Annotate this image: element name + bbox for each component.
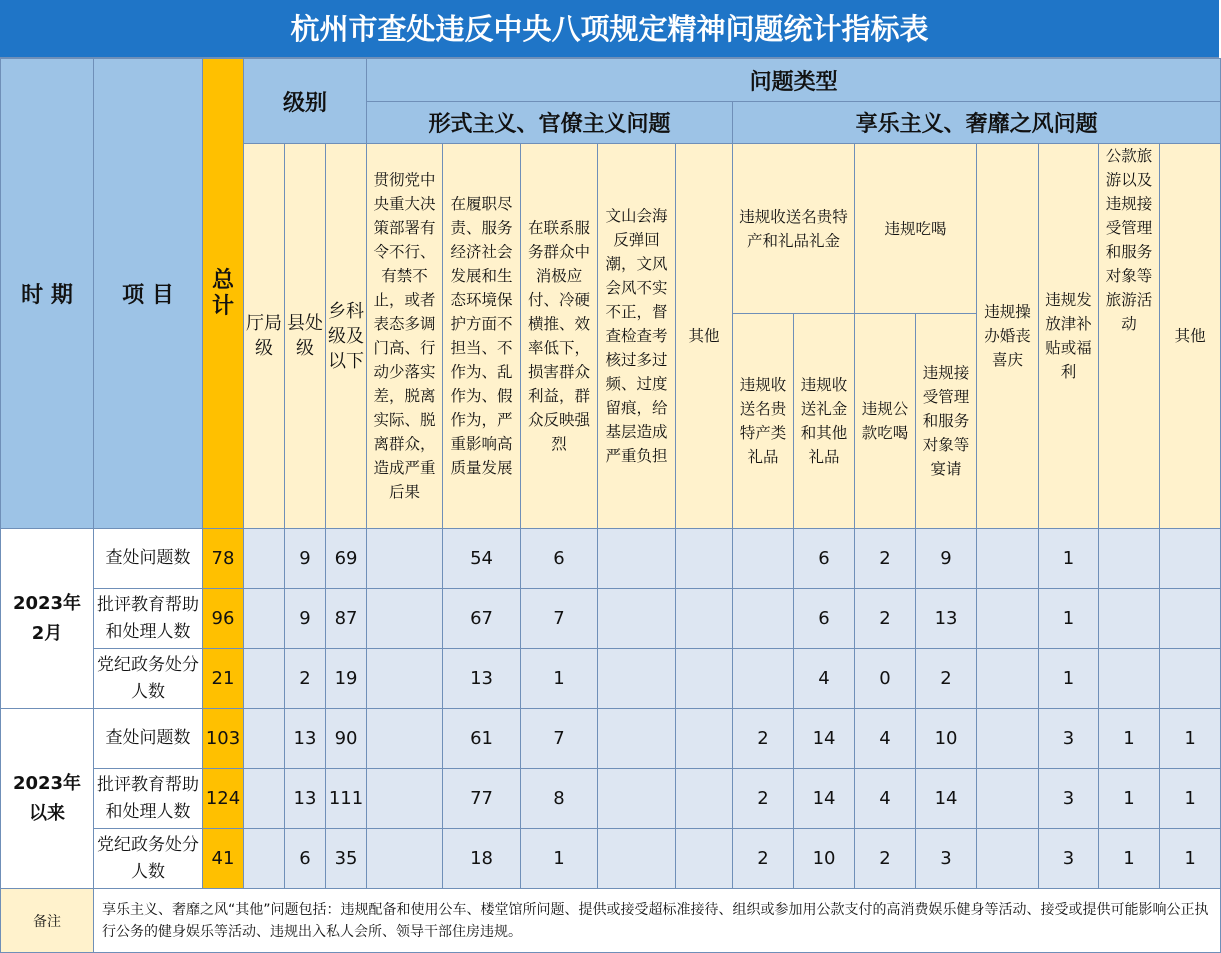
formalism-col-2: 在履职尽责、服务经济社会发展和生态环境保护方面不担当、不作为、乱作为、假作为，严重影响高质量发展 xyxy=(443,144,521,529)
note-label: 备注 xyxy=(1,889,94,953)
formalism-col-3: 在联系服务群众中消极应付、冷硬横推、效率低下，损害群众利益，群众反映强烈 xyxy=(521,144,598,529)
value-cell xyxy=(367,829,443,889)
value-cell xyxy=(676,709,733,769)
value-cell xyxy=(977,529,1039,589)
value-cell: 13 xyxy=(285,709,326,769)
value-cell: 0 xyxy=(855,649,916,709)
value-cell: 6 xyxy=(794,589,855,649)
value-cell xyxy=(598,589,676,649)
value-cell: 2 xyxy=(733,709,794,769)
table-row xyxy=(1,829,1221,889)
item-cell: 党纪政务处分人数 xyxy=(94,649,203,709)
value-cell xyxy=(733,649,794,709)
hedonism-col-wedding: 违规操办婚丧喜庆 xyxy=(977,144,1039,529)
period-cell: 2023年 以来 xyxy=(1,709,94,889)
value-cell xyxy=(676,769,733,829)
data-body xyxy=(1,529,1221,889)
value-cell: 14 xyxy=(794,769,855,829)
value-cell xyxy=(244,589,285,649)
table-row xyxy=(1,589,1221,649)
value-cell: 87 xyxy=(326,589,367,649)
gift-col-money: 违规收送礼金和其他礼品 xyxy=(794,314,855,529)
value-cell: 3 xyxy=(916,829,977,889)
value-cell: 13 xyxy=(916,589,977,649)
value-cell xyxy=(1160,529,1221,589)
value-cell: 1 xyxy=(1160,709,1221,769)
value-cell xyxy=(676,649,733,709)
hedonism-col-other: 其他 xyxy=(1160,144,1221,529)
value-cell: 7 xyxy=(521,709,598,769)
value-cell xyxy=(1099,589,1160,649)
value-cell: 14 xyxy=(794,709,855,769)
stats-table xyxy=(0,58,1221,953)
value-cell: 10 xyxy=(794,829,855,889)
value-cell xyxy=(977,769,1039,829)
value-cell: 2 xyxy=(733,769,794,829)
note-text: 享乐主义、奢靡之风“其他”问题包括：违规配备和使用公车、楼堂馆所问题、提供或接受超标准接待、组织或参加用公款支付的高消费娱乐健身等活动、接受或提供可能影响公正执行公务的健身娱乐等活动、违规出入私人会所、领导干部住房违规。 xyxy=(94,889,1221,953)
value-cell: 1 xyxy=(521,649,598,709)
value-cell: 2 xyxy=(916,649,977,709)
value-cell: 7 xyxy=(521,589,598,649)
value-cell: 9 xyxy=(285,529,326,589)
value-cell: 2 xyxy=(855,529,916,589)
hedonism-col-travel: 公款旅游以及违规接受管理和服务对象等旅游活动 xyxy=(1099,144,1160,529)
value-cell: 67 xyxy=(443,589,521,649)
total-cell: 124 xyxy=(203,769,244,829)
value-cell: 3 xyxy=(1039,709,1099,769)
table-row xyxy=(1,649,1221,709)
value-cell: 13 xyxy=(443,649,521,709)
period-cell: 2023年 2月 xyxy=(1,529,94,709)
total-cell: 96 xyxy=(203,589,244,649)
formalism-col-4: 文山会海反弹回潮，文风会风不实不正，督查检查考核过多过频、过度留痕，给基层造成严重负担 xyxy=(598,144,676,529)
value-cell xyxy=(977,829,1039,889)
total-header: 总计 xyxy=(203,59,244,529)
value-cell: 1 xyxy=(1039,589,1099,649)
value-cell xyxy=(598,829,676,889)
value-cell xyxy=(733,589,794,649)
item-cell: 批评教育帮助和处理人数 xyxy=(94,589,203,649)
value-cell xyxy=(1160,649,1221,709)
value-cell xyxy=(676,529,733,589)
hedonism-col-allowance: 违规发放津补贴或福利 xyxy=(1039,144,1099,529)
value-cell: 77 xyxy=(443,769,521,829)
total-cell: 41 xyxy=(203,829,244,889)
value-cell: 1 xyxy=(1099,769,1160,829)
formalism-col-other: 其他 xyxy=(676,144,733,529)
hedonism-header: 享乐主义、奢靡之风问题 xyxy=(733,102,1221,144)
value-cell xyxy=(676,829,733,889)
value-cell xyxy=(676,589,733,649)
value-cell: 1 xyxy=(1160,769,1221,829)
value-cell: 6 xyxy=(794,529,855,589)
value-cell: 14 xyxy=(916,769,977,829)
value-cell: 9 xyxy=(916,529,977,589)
gift-col-specialty: 违规收送名贵特产类礼品 xyxy=(733,314,794,529)
value-cell: 18 xyxy=(443,829,521,889)
table-row xyxy=(1,529,1221,589)
value-cell xyxy=(244,709,285,769)
value-cell: 4 xyxy=(855,769,916,829)
value-cell xyxy=(598,529,676,589)
problem-type-header: 问题类型 xyxy=(367,59,1221,102)
eat-group-header: 违规吃喝 xyxy=(855,144,977,314)
value-cell: 90 xyxy=(326,709,367,769)
item-header: 项 目 xyxy=(94,59,203,529)
item-cell: 党纪政务处分人数 xyxy=(94,829,203,889)
total-cell: 103 xyxy=(203,709,244,769)
table-row xyxy=(1,769,1221,829)
value-cell: 3 xyxy=(1039,829,1099,889)
value-cell: 1 xyxy=(521,829,598,889)
value-cell xyxy=(598,709,676,769)
item-cell: 查处问题数 xyxy=(94,709,203,769)
formalism-col-1: 贯彻党中央重大决策部署有令不行、有禁不止，或者表态多调门高、行动少落实差，脱离实际、脱离群众，造成严重后果 xyxy=(367,144,443,529)
item-cell: 批评教育帮助和处理人数 xyxy=(94,769,203,829)
value-cell: 10 xyxy=(916,709,977,769)
value-cell: 3 xyxy=(1039,769,1099,829)
value-cell: 54 xyxy=(443,529,521,589)
value-cell xyxy=(367,529,443,589)
page-title: 杭州市查处违反中央八项规定精神问题统计指标表 xyxy=(0,0,1219,58)
value-cell xyxy=(977,709,1039,769)
level-col-ting: 厅局级 xyxy=(244,144,285,529)
value-cell: 2 xyxy=(855,829,916,889)
table-row xyxy=(1,709,1221,769)
total-cell: 78 xyxy=(203,529,244,589)
value-cell: 1 xyxy=(1160,829,1221,889)
value-cell: 35 xyxy=(326,829,367,889)
level-col-xiang: 乡科级及以下 xyxy=(326,144,367,529)
value-cell: 111 xyxy=(326,769,367,829)
value-cell xyxy=(244,529,285,589)
value-cell xyxy=(367,649,443,709)
value-cell xyxy=(977,589,1039,649)
value-cell xyxy=(1160,589,1221,649)
item-cell: 查处问题数 xyxy=(94,529,203,589)
value-cell: 6 xyxy=(521,529,598,589)
value-cell xyxy=(367,589,443,649)
value-cell: 9 xyxy=(285,589,326,649)
eat-col-public: 违规公款吃喝 xyxy=(855,314,916,529)
value-cell xyxy=(244,769,285,829)
eat-col-banquet: 违规接受管理和服务对象等宴请 xyxy=(916,314,977,529)
value-cell: 69 xyxy=(326,529,367,589)
value-cell xyxy=(367,769,443,829)
value-cell: 1 xyxy=(1099,829,1160,889)
value-cell xyxy=(733,529,794,589)
value-cell xyxy=(367,709,443,769)
value-cell: 2 xyxy=(285,649,326,709)
value-cell: 2 xyxy=(733,829,794,889)
value-cell xyxy=(977,649,1039,709)
value-cell: 8 xyxy=(521,769,598,829)
value-cell: 1 xyxy=(1039,649,1099,709)
value-cell: 6 xyxy=(285,829,326,889)
value-cell: 2 xyxy=(855,589,916,649)
value-cell: 61 xyxy=(443,709,521,769)
value-cell xyxy=(1099,649,1160,709)
value-cell: 4 xyxy=(855,709,916,769)
value-cell: 4 xyxy=(794,649,855,709)
level-header: 级别 xyxy=(244,59,367,144)
value-cell: 1 xyxy=(1099,709,1160,769)
total-cell: 21 xyxy=(203,649,244,709)
value-cell xyxy=(598,769,676,829)
value-cell xyxy=(1099,529,1160,589)
period-header: 时 期 xyxy=(1,59,94,529)
value-cell: 13 xyxy=(285,769,326,829)
level-col-xian: 县处级 xyxy=(285,144,326,529)
value-cell xyxy=(244,829,285,889)
value-cell xyxy=(244,649,285,709)
value-cell: 1 xyxy=(1039,529,1099,589)
value-cell: 19 xyxy=(326,649,367,709)
gift-group-header: 违规收送名贵特产和礼品礼金 xyxy=(733,144,855,314)
value-cell xyxy=(598,649,676,709)
formalism-header: 形式主义、官僚主义问题 xyxy=(367,102,733,144)
